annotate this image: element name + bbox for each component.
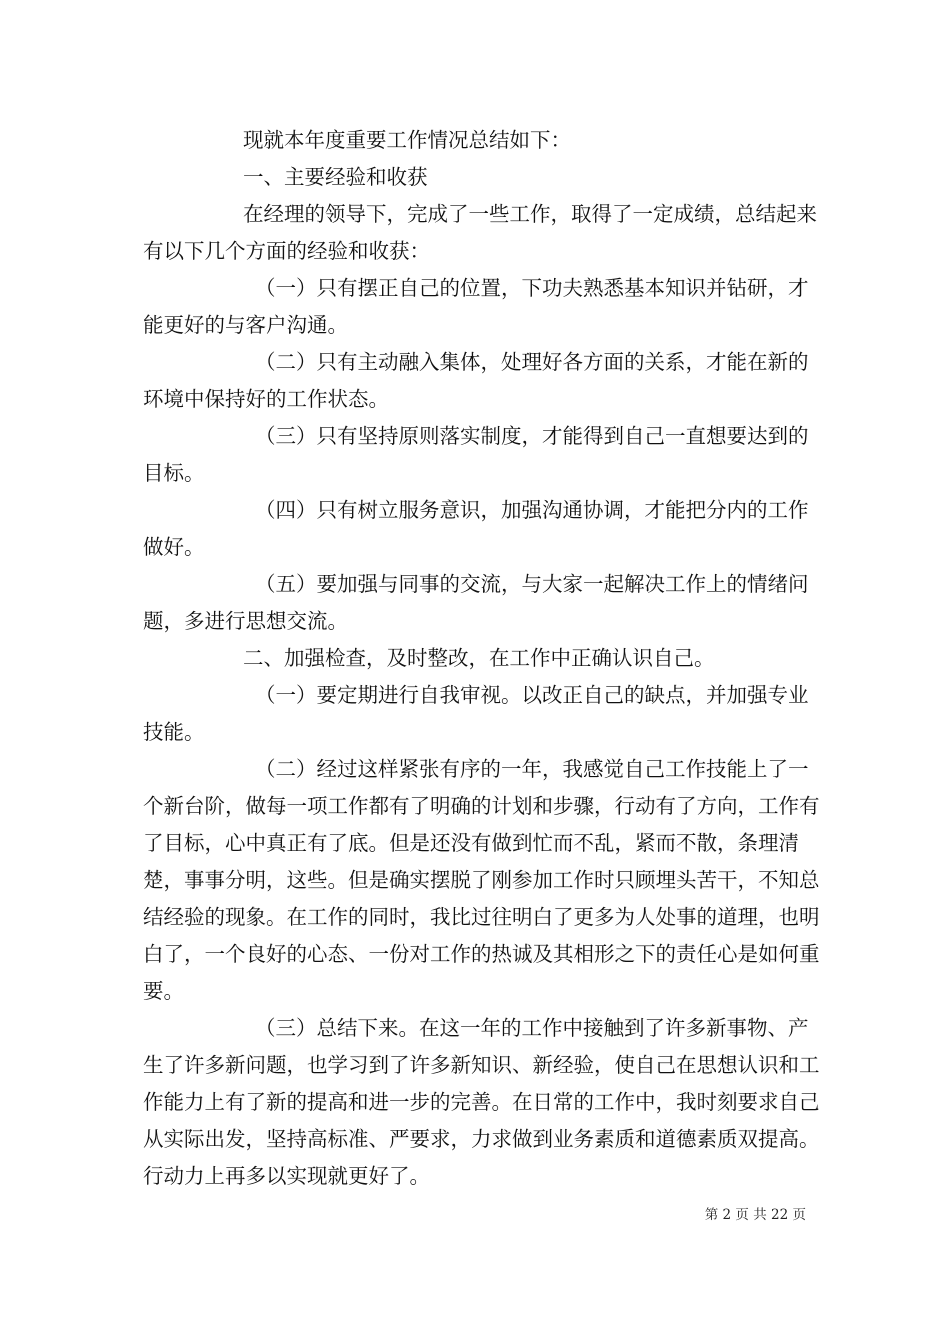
list-item: （二）经过这样紧张有序的一年，我感觉自己工作技能上了一个新台阶，做每一项工作都有了明确的计划和步骤，行动有了方向，工作有了目标，心中真正有了底。但是还没有做到忙而不乱，紧而不散，条理清楚，事事分明，这些。但是确实摆脱了刚参加工作时只顾埋头苦干，不知总结经验的现象。在工作的同时，我比过往明白了更多为人处事的道理，也明白了，一个良好的心态、一份对工作的热诚及其相形之下的责任心是如何重要。	[143, 757, 820, 1003]
paragraph: 在经理的领导下，完成了一些工作，取得了一定成绩，总结起来有以下几个方面的经验和收获：	[143, 202, 817, 263]
list-item: （一）只有摆正自己的位置，下功夫熟悉基本知识并钻研，才能更好的与客户沟通。	[143, 276, 809, 337]
intro-line: 现就本年度重要工作情况总结如下：	[243, 128, 571, 152]
list-item: （五）要加强与同事的交流，与大家一起解决工作上的情绪问题，多进行思想交流。	[143, 572, 809, 633]
list-item: （三）总结下来。在这一年的工作中接触到了许多新事物、产生了许多新问题，也学习到了许多新知识、新经验，使自己在思想认识和工作能力上有了新的提高和进一步的完善。在日常的工作中，我时刻要求自己从实际出发，坚持高标准、严要求，力求做到业务素质和道德素质双提高。行动力上再多以实现就更好了。	[143, 1016, 820, 1188]
section-heading-2: 二、加强检查，及时整改，在工作中正确认识自己。	[243, 646, 715, 670]
list-item: （四）只有树立服务意识，加强沟通协调，才能把分内的工作做好。	[143, 498, 809, 559]
page-number-footer: 第 2 页 共 22 页	[704, 1207, 806, 1223]
list-item: （二）只有主动融入集体，处理好各方面的关系，才能在新的环境中保持好的工作状态。	[143, 350, 809, 411]
list-item: （一）要定期进行自我审视。以改正自己的缺点，并加强专业技能。	[143, 683, 809, 744]
document-body	[143, 122, 823, 1195]
section-heading-1: 一、主要经验和收获	[243, 165, 428, 189]
list-item: （三）只有坚持原则落实制度，才能得到自己一直想要达到的目标。	[143, 424, 809, 485]
